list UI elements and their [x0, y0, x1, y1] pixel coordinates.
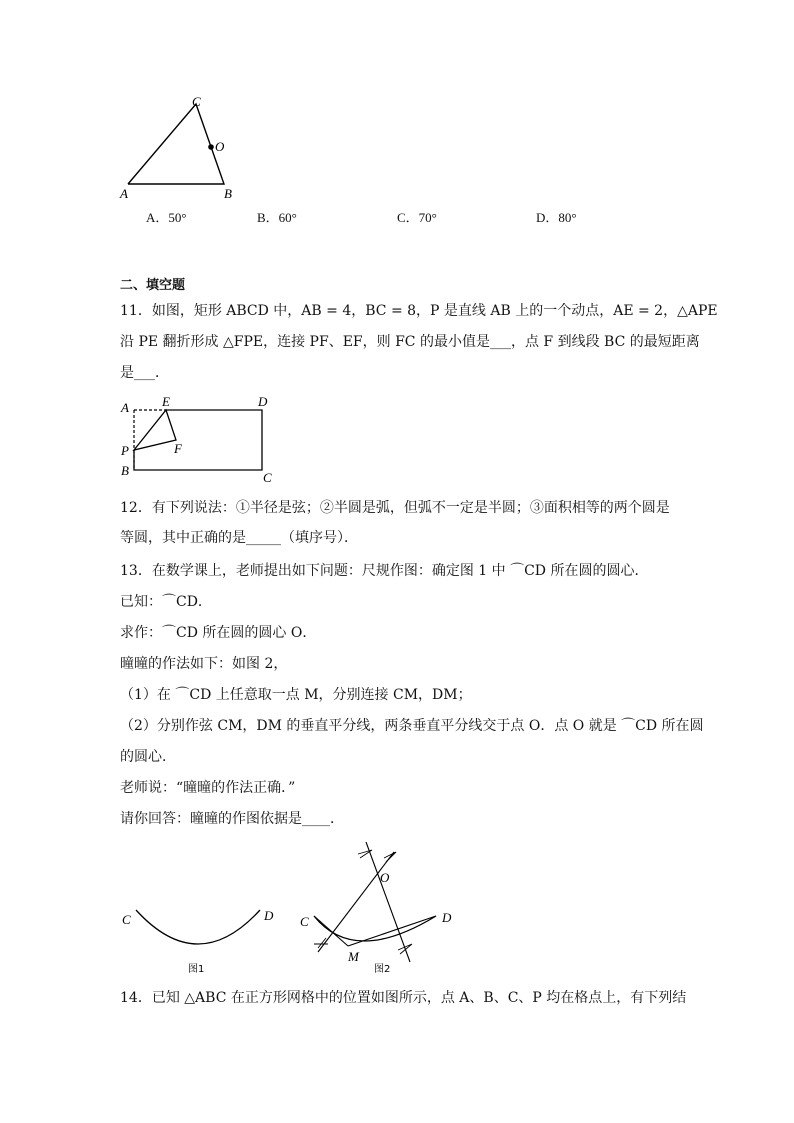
caption-fig1: 图1: [188, 964, 205, 975]
arc-cd: [136, 910, 260, 944]
option-d: D．80°: [536, 210, 577, 225]
q13-line-9: 请你回答：曈曈的作图依据是____．: [120, 811, 344, 827]
chord-cm: [314, 916, 348, 946]
label-d: D: [258, 394, 268, 409]
label-b: B: [224, 186, 232, 201]
q11-rectangle-figure: [116, 394, 286, 486]
option-b: B．60°: [257, 210, 297, 225]
q13-line-2: 已知：⌒CD．: [120, 594, 212, 610]
label-d: D: [442, 910, 452, 925]
label-a: A: [121, 400, 129, 415]
label-b: B: [121, 463, 129, 478]
caption-fig2: 图2: [374, 964, 391, 975]
rectangle-outline: [134, 410, 262, 470]
bisector-cm: [318, 852, 394, 952]
label-e: E: [162, 394, 170, 409]
q13-line-1: 13．在数学课上，老师提出如下问题：尺规作图：确定图 1 中 ⌒CD 所在圆的圆心．: [120, 563, 649, 579]
triangle-fpe: [134, 410, 176, 450]
label-c: C: [122, 912, 131, 927]
q13-line-7: 的圆心．: [120, 749, 176, 765]
q12-line-2: 等圆，其中正确的是_____（填序号）．: [120, 530, 358, 546]
label-f: F: [174, 441, 182, 456]
q10-triangle-figure: [116, 92, 246, 204]
section-heading: 二、填空题: [120, 278, 186, 293]
q13-line-6: （2）分别作弦 CM，DM 的垂直平分线，两条垂直平分线交于点 O．点 O 就是 ⌒CD 所在圆: [120, 718, 704, 734]
label-c: C: [300, 914, 309, 929]
q12-line-1: 12．有下列说法：①半径是弦；②半圆是弧，但弧不一定是半圆；③面积相等的两个圆是: [120, 500, 670, 516]
q11-line-1: 11．如图，矩形 ABCD 中，AB = 4，BC = 8，P 是直线 AB 上的一个动点，AE = 2，△APE: [120, 303, 718, 319]
q13-line-5: （1）在 ⌒CD 上任意取一点 M，分别连接 CM，DM；: [120, 687, 472, 703]
label-o: O: [380, 870, 390, 885]
point-o: [208, 144, 214, 150]
q11-line-3: 是___．: [120, 365, 169, 381]
label-d: D: [264, 908, 274, 923]
label-c: C: [192, 94, 201, 109]
option-a: A．50°: [146, 210, 187, 225]
label-m: M: [348, 949, 359, 964]
label-c: C: [263, 470, 272, 485]
q13-line-4: 曈曈的作法如下：如图 2，: [120, 656, 288, 672]
q11-line-2: 沿 PE 翻折形成 △FPE，连接 PF、EF，则 FC 的最小值是___，点 F 到线段 BC 的最短距离: [120, 334, 700, 350]
triangle-abc: [128, 104, 224, 184]
label-a: A: [120, 186, 128, 201]
q13-figure-2: [296, 836, 466, 978]
q14-line-1: 14．已知 △ABC 在正方形网格中的位置如图所示，点 A、B、C、P 均在格点上，有下列结: [120, 990, 687, 1006]
chord-dm: [348, 916, 436, 946]
label-o: O: [215, 139, 225, 154]
q13-line-3: 求作：⌒CD 所在圆的圆心 O．: [120, 625, 317, 641]
option-c: C．70°: [397, 210, 437, 225]
q13-line-8: 老师说：“曈曈的作法正确．”: [120, 780, 296, 796]
q13-figure-1: [118, 900, 288, 978]
label-p: P: [121, 443, 129, 458]
